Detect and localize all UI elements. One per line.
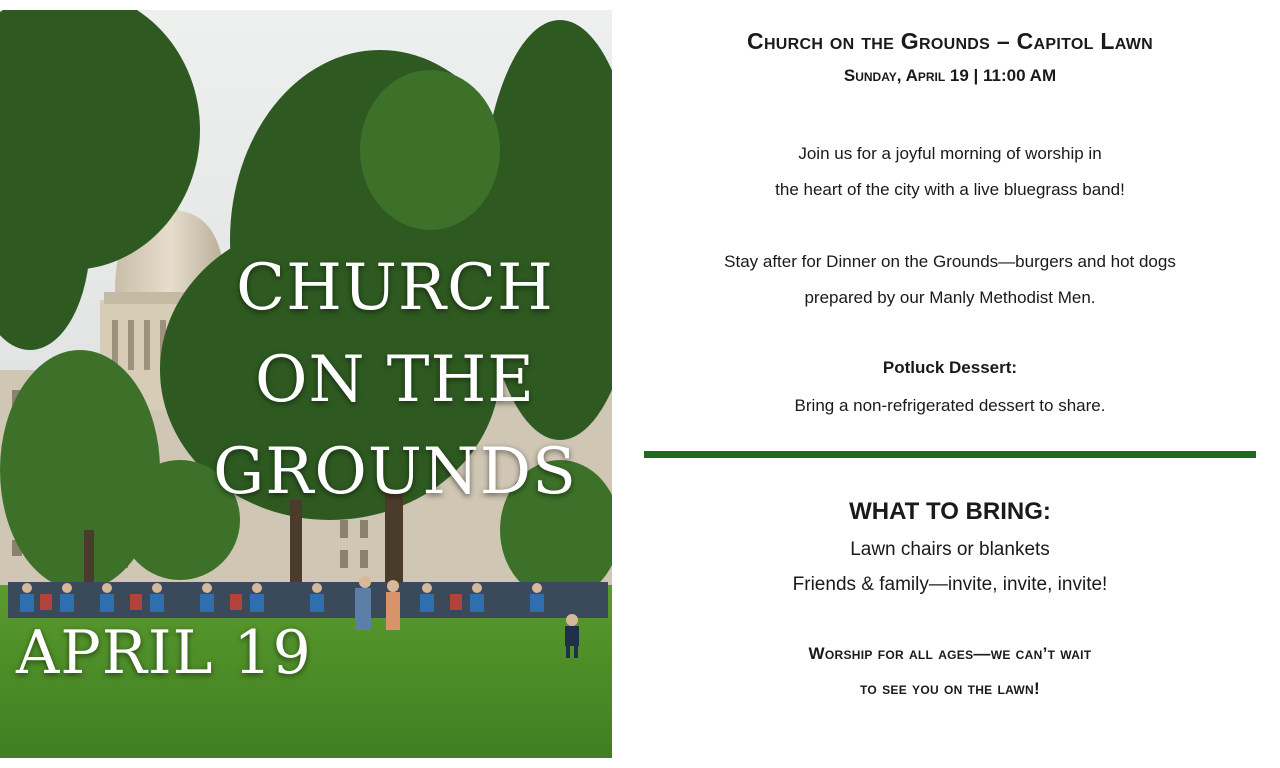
poster-title-line: CHURCH xyxy=(236,251,554,325)
poster-title-line: GROUNDS xyxy=(213,435,577,509)
event-poster-image xyxy=(0,10,612,758)
intro-line-1: Join us for a joyful morning of worship in xyxy=(798,144,1102,163)
bring-item: Friends & family—invite, invite, invite! xyxy=(792,574,1108,595)
what-to-bring-heading: WHAT TO BRING: xyxy=(849,498,1051,525)
dinner-line-2: prepared by our Manly Methodist Men. xyxy=(804,288,1096,307)
potluck-heading: Potluck Dessert: xyxy=(882,358,1018,377)
bring-item: Lawn chairs or blankets xyxy=(850,539,1050,560)
closing-line-2: to see you on the lawn! xyxy=(860,679,1040,698)
potluck-text: Bring a non-refrigerated dessert to share. xyxy=(794,396,1106,415)
poster-date: APRIL 19 xyxy=(16,618,312,688)
poster-title-line: ON THE xyxy=(254,343,536,417)
section-divider xyxy=(644,451,1256,458)
intro-line-2: the heart of the city with a live bluegrass band! xyxy=(775,180,1125,199)
event-datetime: Sunday, April 19 | 11:00 AM xyxy=(843,66,1057,85)
event-title: Church on the Grounds – Capitol Lawn xyxy=(747,28,1153,54)
dinner-line-1: Stay after for Dinner on the Grounds—burgers and hot dogs xyxy=(724,252,1176,271)
closing-line-1: Worship for all ages—we can’t wait xyxy=(808,644,1092,663)
poster-title xyxy=(200,242,590,518)
event-details-panel xyxy=(640,0,1260,768)
